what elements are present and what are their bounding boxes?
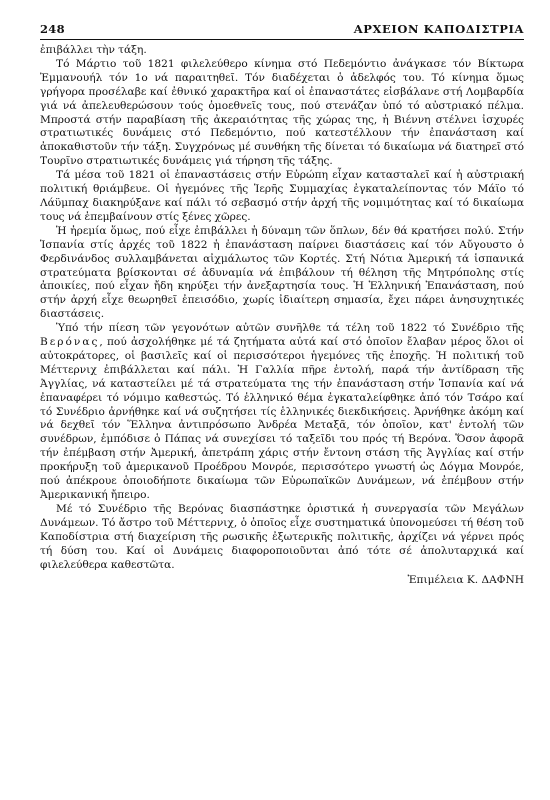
paragraph-text: Ὑπό τήν πίεση τῶν γεγονότων αὐτῶν συνῆλθε τά τέλη τοῦ 1822 τό Συνέδριο τῆς — [56, 322, 524, 335]
paragraph — [40, 322, 524, 503]
paragraph-continuation: ἐπιβάλλει τὴν τάξη. — [40, 44, 147, 56]
paragraph: Τά μέσα τοῦ 1821 οἱ ἐπαναστάσεις στήν Εὐρώπη εἶχαν κατασταλεῖ καί ἡ αὐστριακή πολιτική θριάμβευε. Οἱ ἡγεμόνες τῆς Ἱερῆς Συμμαχίας ἐγκαταλείποντας τόν Μάϊο τό Λάϋμπαχ διακηρύξανε καί πάλι τό σεβασμό στήν ἀρχή τῆς νομιμότητας καί τό δικαίωμα τους νά ἐπεμβαίνουν στίς ξένες χῶρες. — [40, 169, 524, 223]
paragraph-text: , πού ἀσχολήθηκε μέ τά ζητήματα αὐτά καί στό ὁποῖον ἔλαβαν μέρος ὅλοι οἱ αὐτοκράτορες, οἱ βασιλεῖς καί οἱ περισσότεροι ἡγεμόνες τῆς ἐποχῆς. Ἡ πολιτική τοῦ Μέττερνιχ ἐπιβάλλεται καί πάλι. Ἡ Γαλλία πῆρε ἐντολή, παρά τήν ἀντίδραση τῆς Ἀγγλίας, νά καταστείλει μέ τά στρατεύματα της τήν ἐπανάσταση στήν Ἱσπανία καί νά ἐπαναφέρει τό νόμιμο καθεστώς. Τό ἑλληνικό θέμα ἐγκαταλείφθηκε ἀπό τόν Τσάρο καί τό Συνέδριο ἀρνήθηκε καί νά συζητήσει τίς ἑλληνικές διεκδικήσεις. Ἀρνήθηκε ἀκόμη καί νά δεχθεῖ τόν Ἕλληνα ἀντιπρόσωπο Ἀνδρέα Μεταξᾶ, τόν ὁποῖον, κατ' ἐντολή τῶν συνέδρων, ἐμπόδισε ὁ Πάπας νά συνεχίσει τό ταξεῖδι του πρός τή Βερόνα. Ὅσον ἀφορᾶ τήν ἐπέμβαση στήν Ἀμερική, ἀπετράπη χάρις στήν ἔντονη στάση τῆς Ἀγγλίας καί στήν προκήρυξη τοῦ ἀμερικανοῦ Προέδρου Μονρόε, περισσότερο γνωστή ὡς Δόγμα Μονρόε, πού ἀπέκρουε ὁποιοδήποτε δικαίωμα τῶν Εὐρωπαϊκῶν Δυνάμεων, νά ἐπέμβουν στήν Ἀμερικανική ἤπειρο. — [40, 336, 524, 501]
paragraph: Ἡ ἠρεμία ὅμως, πού εἶχε ἐπιβάλλει ἡ δύναμη τῶν ὅπλων, δέν θά κρατήσει πολύ. Στήν Ἱσπανία στίς ἀρχές τοῦ 1822 ἡ ἐπανάσταση παίρνει διαστάσεις καί τόν Αὔγουστο ὁ Φερδινάνδος συλλαμβάνεται αἰχμάλωτος τῶν Κορτές. Στή Νότια Ἀμερική τά ἱσπανικά στρατεύματα βρίσκονται σέ ἀδυναμία νά ἐπιβάλουν τή θέληση τῆς Μητρόπολης στίς ἀποικίες, πού εἶχαν ἤδη κηρύξει τήν ἀνεξαρτησία τους. Ἡ Ἑλληνική Ἐπανάσταση, πού στήν ἀρχή εἶχε θεωρηθεῖ ἐπεισόδιο, χωρίς ἰδιαίτερη σημασία, ἔχει πάρει ἀνησυχητικές διαστάσεις. — [40, 224, 524, 321]
paragraph: Μέ τό Συνέδριο τῆς Βερόνας διασπάστηκε ὁριστικά ἡ συνεργασία τῶν Μεγάλων Δυνάμεων. Τό ἄστρο τοῦ Μέττερνιχ, ὁ ὁποῖος εἶχε συστηματικά ὑπονομεύσει τή θέση τοῦ Καποδίστρια στή διαχείριση τῆς ρωσικῆς ἐξωτερικῆς πολιτικῆς, ἀρχίζει νά γέρνει πρός τή δύση του. Καί οἱ Δυνάμεις διαφοροποιοῦνται ἀπό τότε σέ ἀπολυταρχικά καί φιλελεύθερα καθεστῶτα. — [40, 502, 524, 571]
article-body — [40, 44, 524, 572]
running-header — [40, 22, 524, 40]
journal-title: ΑΡΧΕΙΟΝ ΚΑΠΟΔΙΣΤΡΙΑ — [353, 22, 524, 36]
paragraph: Τό Μάρτιο τοῦ 1821 φιλελεύθερο κίνημα στό Πεδεμόντιο ἀνάγκασε τόν Βίκτωρα Ἐμμανουήλ τόν 1ο νά παραιτηθεῖ. Τόν διαδέχεται ὁ ἀδελφός του. Τό κίνημα ὅμως γρήγορα προσέλαβε καί ἐθνικό χαρακτῆρα καί οἱ ἐπαναστάτες εἰσβάλανε στή Λομβαρδία γιά νά ἀπελευθερώσουν τούς ὁμοεθνεῖς τους, πού στενάζαν ὑπό τό αὐστριακό πέλμα. Μπροστά στήν παραβίαση τῆς ἀκεραιότητας τῆς χώρας της, ἡ Βιέννη στέλνει ἰσχυρές στρατιωτικές δυνάμεις στό Πεδεμόντιο, πού κατεστέλλουν τήν ἐπανάσταση καί ἀποκαθιστοῦν τήν τάξη. Συγχρόνως μέ συνθήκη τῆς δίνεται τό δικαίωμα νά διατηρεῖ στό Τουρῖνο στρατιωτικές δυνάμεις γιά τήρηση τῆς τάξης. — [40, 57, 524, 168]
editor-signature: Ἐπιμέλεια Κ. ΔΑΦΝΗ — [407, 574, 524, 587]
spaced-emphasis: Βερόνας — [40, 336, 100, 349]
document-page — [40, 22, 524, 782]
page-number: 248 — [40, 22, 65, 36]
